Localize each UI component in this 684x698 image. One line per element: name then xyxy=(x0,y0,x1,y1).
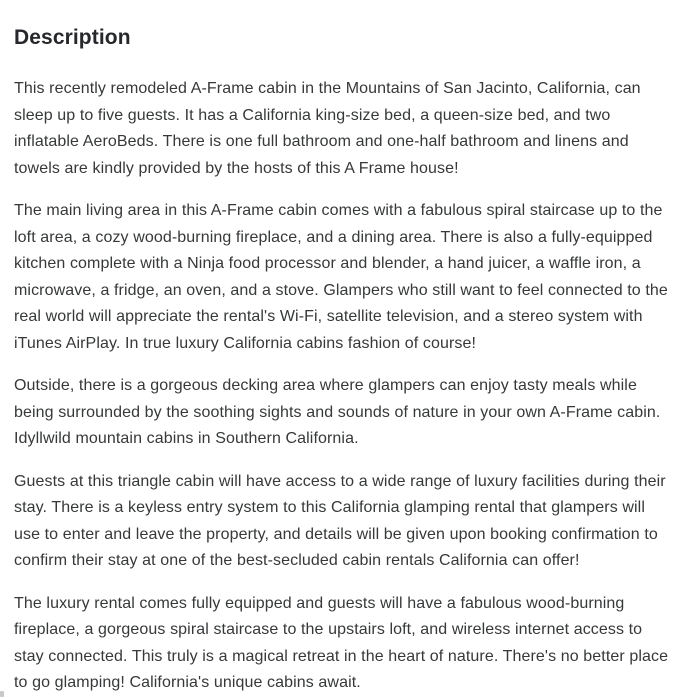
description-paragraph-3: Outside, there is a gorgeous decking area where glampers can enjoy tasty meals while being surrounded by the soothing sights and sounds of nature in your own A-Frame cabin. Idyllwild mountain cabins in Southern California. xyxy=(14,377,661,447)
cropped-edge-artifact xyxy=(0,691,4,697)
description-paragraph-5: The luxury rental comes fully equipped and guests will have a fabulous wood-burning fireplace, a gorgeous spiral staircase to the upstairs loft, and wireless internet access to stay connected. This truly is a magical retreat in the heart of nature. There's no better place to go glamping! California's unique cabins await. xyxy=(14,594,669,691)
section-heading: Description xyxy=(14,26,131,49)
description-paragraph-2: The main living area in this A-Frame cabin comes with a fabulous spiral staircase up to the loft area, a cozy wood-burning fireplace, and a dining area. There is also a fully-equipped kitchen complete with a Ninja food processor and blender, a hand juicer, a waffle iron, a microwave, a fridge, an oven, and a stove. Glampers who still want to feel connected to the real world will appreciate the rental's Wi-Fi, satellite television, and a stereo system with iTunes AirPlay. In true luxury California cabins fashion of course! xyxy=(14,202,668,352)
description-paragraph-4: Guests at this triangle cabin will have access to a wide range of luxury facilities during their stay. There is a keyless entry system to this California glamping rental that glampers will use to enter and leave the property, and details will be given upon booking confirmation to confirm their stay at one of the best-secluded cabin rentals California can offer! xyxy=(14,472,666,569)
description-paragraph-1: This recently remodeled A-Frame cabin in the Mountains of San Jacinto, California, can sleep up to five guests. It has a California king-size bed, a queen-size bed, and two inflatable AeroBeds. There is one full bathroom and one-half bathroom and linens and towels are kindly provided by the hosts of this A Frame house! xyxy=(14,80,641,177)
